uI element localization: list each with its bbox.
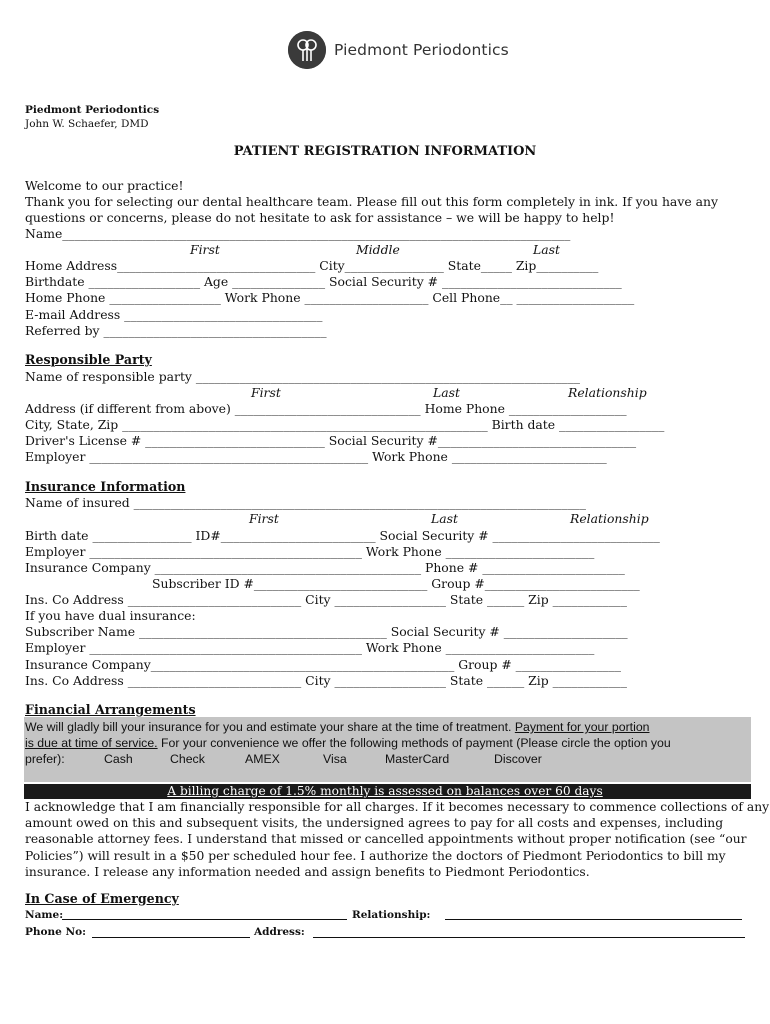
dual-address-field[interactable]: Ins. Co Address ____________________________ City __________________ State ______ Zip ____________ xyxy=(25,673,627,688)
sublabel-middle: Middle xyxy=(356,242,400,257)
name-field[interactable]: Name__________________________________________________________________________________ xyxy=(25,226,571,241)
emergency-phone-label: Phone No: xyxy=(25,926,86,938)
payment-text: We will gladly bill your insurance for you and estimate your share at the time of treatment. xyxy=(25,720,512,734)
sublabel-first: First xyxy=(251,385,281,400)
emergency-address-label: Address: xyxy=(254,926,305,938)
acknowledgement-line: insurance. I release any information needed and assign benefits to Piedmont Periodontics. xyxy=(25,865,590,879)
emergency-address-field[interactable] xyxy=(313,937,745,938)
payment-text-line xyxy=(25,719,650,735)
payment-option-visa[interactable]: Visa xyxy=(323,752,347,766)
payment-text: For your convenience we offer the following methods of payment (Please circle the option you xyxy=(161,736,671,750)
emergency-name-field[interactable] xyxy=(62,919,347,920)
emergency-relationship-field[interactable] xyxy=(445,919,742,920)
billing-note: A billing charge of 1.5% monthly is assessed on balances over 60 days xyxy=(167,784,603,798)
phone-field[interactable]: Home Phone __________________ Work Phone ____________________ Cell Phone__ ___________________ xyxy=(25,290,635,305)
logo-text: Piedmont Periodontics xyxy=(334,41,509,59)
acknowledgement-line: I acknowledge that I am financially responsible for all charges. If it becomes necessary to commence collections of any xyxy=(25,800,770,814)
logo xyxy=(288,28,509,72)
sublabel-last: Last xyxy=(431,511,458,526)
insured-employer-field[interactable]: Employer ____________________________________________ Work Phone ________________________ xyxy=(25,544,595,559)
emergency-heading: In Case of Emergency xyxy=(25,891,179,906)
subscriber-name-field[interactable]: Subscriber Name ________________________________________ Social Security # ____________________ xyxy=(25,624,628,639)
acknowledgement-line: reasonable attorney fees. I understand that missed or cancelled appointments without proper notification (see “our xyxy=(25,832,747,846)
doctor-name: John W. Schaefer, DMD xyxy=(25,118,149,130)
financial-heading: Financial Arrangements xyxy=(25,702,196,717)
responsible-party-heading: Responsible Party xyxy=(25,352,152,367)
prefer-label: prefer): xyxy=(25,752,65,766)
acknowledgement-line: amount owed on this and subsequent visits, the undersigned agrees to pay for all costs and expenses, including xyxy=(25,816,724,830)
page-title: PATIENT REGISTRATION INFORMATION xyxy=(233,144,537,159)
sublabel-first: First xyxy=(249,511,279,526)
payment-option-amex[interactable]: AMEX xyxy=(245,752,280,766)
insurance-address-field[interactable]: Ins. Co Address ____________________________ City __________________ State ______ Zip ____________ xyxy=(25,592,627,607)
birthdate-field[interactable]: Birthdate __________________ Age _______________ Social Security # _____________________________ xyxy=(25,274,622,289)
responsible-city-field[interactable]: City, State, Zip ___________________________________________________________ Birth date _________________ xyxy=(25,417,665,432)
responsible-license-field[interactable]: Driver's License # _____________________________ Social Security #________________________________ xyxy=(25,433,637,448)
sublabel-first: First xyxy=(190,242,220,257)
acknowledgement-line: Policies”) will result in a $50 per scheduled hour fee. I authorize the doctors of Piedmont Periodontics to bill my xyxy=(25,849,726,863)
logo-icon xyxy=(288,31,326,69)
payment-option-mastercard[interactable]: MasterCard xyxy=(385,752,450,766)
sublabel-relationship: Relationship xyxy=(568,385,647,400)
responsible-name-field[interactable]: Name of responsible party ______________________________________________________________ xyxy=(25,369,580,384)
payment-due-text: is due at time of service. xyxy=(25,736,158,750)
insured-name-field[interactable]: Name of insured _________________________________________________________________________ xyxy=(25,495,586,510)
insurance-heading: Insurance Information xyxy=(25,479,186,494)
referred-field[interactable]: Referred by ____________________________________ xyxy=(25,323,327,338)
insured-birth-field[interactable]: Birth date ________________ ID#_________________________ Social Security # ___________________________ xyxy=(25,528,660,543)
sublabel-last: Last xyxy=(533,242,560,257)
payment-text-line xyxy=(25,735,671,751)
home-address-field[interactable]: Home Address________________________________ City________________ State_____ Zip__________ xyxy=(25,258,599,273)
responsible-address-field[interactable]: Address (if different from above) ______________________________ Home Phone ___________________ xyxy=(25,401,627,416)
responsible-employer-field[interactable]: Employer _____________________________________________ Work Phone _________________________ xyxy=(25,449,607,464)
subscriber-id-field[interactable]: Subscriber ID #____________________________ Group #_________________________ xyxy=(152,576,640,591)
dual-employer-field[interactable]: Employer ____________________________________________ Work Phone ________________________ xyxy=(25,640,595,655)
dual-company-field[interactable]: Insurance Company_________________________________________________ Group # _________________ xyxy=(25,657,621,672)
insurance-company-field[interactable]: Insurance Company ___________________________________________ Phone # _______________________ xyxy=(25,560,625,575)
payment-due-text: Payment for your portion xyxy=(514,720,650,734)
sublabel-relationship: Relationship xyxy=(570,511,649,526)
dual-insurance-label: If you have dual insurance: xyxy=(25,608,196,623)
emergency-phone-field[interactable] xyxy=(92,937,250,938)
welcome-text: Welcome to our practice! xyxy=(25,178,184,193)
intro-text-line: questions or concerns, please do not hesitate to ask for assistance – we will be happy to help! xyxy=(25,210,615,225)
emergency-relationship-label: Relationship: xyxy=(352,909,431,921)
intro-text-line: Thank you for selecting our dental healthcare team. Please fill out this form completely in ink. If you have any xyxy=(25,194,718,209)
payment-option-cash[interactable]: Cash xyxy=(104,752,133,766)
email-field[interactable]: E-mail Address ________________________________ xyxy=(25,307,323,322)
emergency-name-label: Name: xyxy=(25,909,64,921)
payment-option-discover[interactable]: Discover xyxy=(494,752,542,766)
sublabel-last: Last xyxy=(433,385,460,400)
practice-name: Piedmont Periodontics xyxy=(25,104,160,116)
payment-option-check[interactable]: Check xyxy=(170,752,205,766)
